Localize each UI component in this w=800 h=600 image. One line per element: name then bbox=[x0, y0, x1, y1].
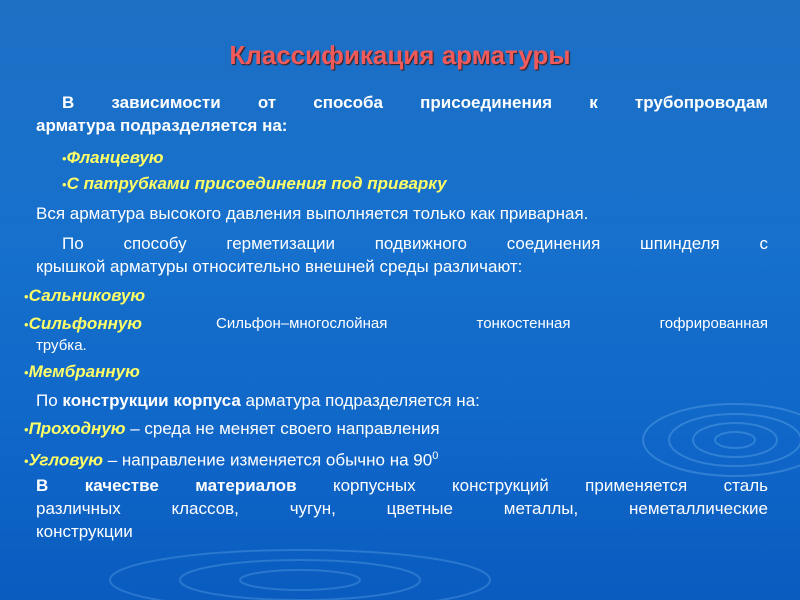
sealing-type-label: Сальниковую bbox=[28, 286, 146, 305]
body-intro-prefix: По bbox=[36, 391, 63, 410]
body-intro-suffix: арматура подразделяется на: bbox=[240, 391, 480, 410]
materials-bold: В качестве материалов bbox=[36, 476, 297, 495]
sealing-type-label: Сильфонную bbox=[28, 314, 143, 333]
sealing-type-gland bbox=[24, 284, 756, 308]
body-intro-bold: конструкции корпуса bbox=[62, 391, 241, 410]
sealing-type-membrane bbox=[24, 360, 756, 384]
body-type-desc: – направление изменяется обычно на 90 bbox=[103, 450, 433, 470]
connection-type-label: Фланцевую bbox=[66, 148, 164, 167]
body-type-angle bbox=[24, 445, 756, 473]
high-pressure-note: Вся арматура высокого давления выполняется только как приварная. bbox=[36, 204, 589, 223]
sealing-type-label: Мембранную bbox=[28, 362, 140, 381]
body-intro bbox=[36, 389, 768, 412]
bullet: • bbox=[24, 317, 29, 332]
sealing-type-bellows-row bbox=[24, 312, 768, 336]
intro-line-1: В зависимости от способа присоединения к трубопроводам bbox=[62, 93, 768, 112]
materials-line-1-rest: корпусных конструкций применяется сталь bbox=[296, 476, 768, 495]
sealing-intro-line-2: крышкой арматуры относительно внешней среды различают: bbox=[36, 257, 523, 276]
connection-type-label: С патрубками присоединения под приварку bbox=[66, 174, 447, 193]
degree-superscript: 0 bbox=[432, 450, 439, 462]
body-type-label: Угловую bbox=[28, 450, 104, 470]
materials-line-3: конструкции bbox=[36, 522, 133, 541]
bullet: • bbox=[62, 151, 67, 166]
body-type-straight bbox=[24, 417, 756, 441]
slide-title: Классификация арматуры bbox=[229, 40, 571, 70]
bellows-note-line-1: Сильфон–многослойная тонкостенная гофрированная bbox=[216, 315, 768, 332]
bullet: • bbox=[24, 289, 29, 304]
intro-line-2: арматура подразделяется на: bbox=[36, 116, 288, 135]
bullet: • bbox=[24, 453, 29, 469]
connection-type-flanged bbox=[62, 146, 794, 170]
bullet: • bbox=[62, 177, 67, 192]
bullet: • bbox=[24, 365, 29, 380]
bellows-note-line-2: трубка. bbox=[36, 337, 87, 354]
connection-type-welded bbox=[62, 172, 794, 196]
bullet: • bbox=[24, 422, 29, 437]
sealing-intro-line-1: По способу герметизации подвижного соединения шпинделя с bbox=[62, 234, 768, 253]
materials-line-1 bbox=[36, 474, 768, 497]
body-type-desc: – среда не меняет своего направления bbox=[125, 419, 440, 438]
body-type-label: Проходную bbox=[28, 419, 126, 438]
materials-line-2: различных классов, чугун, цветные металлы, неметаллические bbox=[36, 499, 768, 518]
